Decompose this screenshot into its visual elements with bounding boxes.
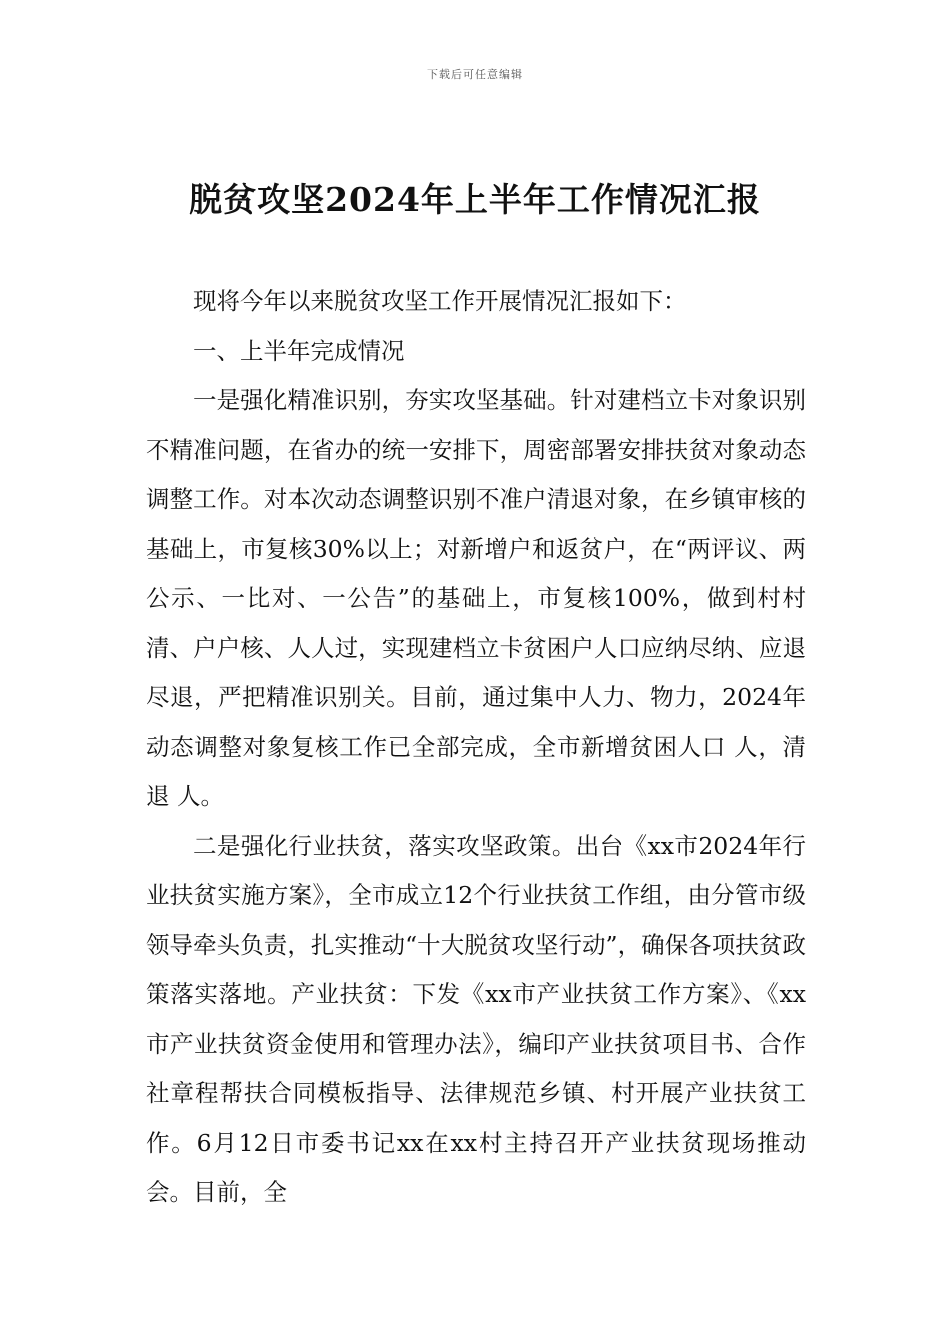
body-paragraph: 一是强化精准识别，夯实攻坚基础。针对建档立卡对象识别不精准问题，在省办的统一安排下，周密部署安排扶贫对象动态调整工作。对本次动态调整识别不准户清退对象，在乡镇审核的基础上，市复核30%以上；对新增户和返贫户，在“两评议、两公示、一比对、一公告”的基础上，市复核100%，做到村村清、户户核、人人过，实现建档立卡贫困户人口应纳尽纳、应退尽退，严把精准识别关。目前，通过集中人力、物力，2024年动态调整对象复核工作已全部完成，全市新增贫困人口 人，清退 人。 bbox=[146, 386, 806, 810]
section-heading: 一、上半年完成情况 bbox=[193, 336, 405, 365]
document-title: 脱贫攻坚2024年上半年工作情况汇报 bbox=[189, 180, 761, 219]
body-paragraph: 二是强化行业扶贫，落实攻坚政策。出台《xx市2024年行业扶贫实施方案》，全市成立12个行业扶贫工作组，由分管市级领导牵头负责，扎实推动“十大脱贫攻坚行动”，确保各项扶贫政策落实落地。产业扶贫：下发《xx市产业扶贫工作方案》、《xx市产业扶贫资金使用和管理办法》，编印产业扶贫项目书、合作社章程帮扶合同模板指导、法律规范乡镇、村开展产业扶贫工作。6月12日市委书记xx在xx村主持召开产业扶贫现场推动会。目前，全 bbox=[146, 831, 806, 1206]
document-body bbox=[146, 277, 806, 1218]
intro-paragraph: 现将今年以来脱贫攻坚工作开展情况汇报如下： bbox=[193, 287, 687, 315]
header-note: 下载后可任意编辑 bbox=[427, 68, 523, 81]
